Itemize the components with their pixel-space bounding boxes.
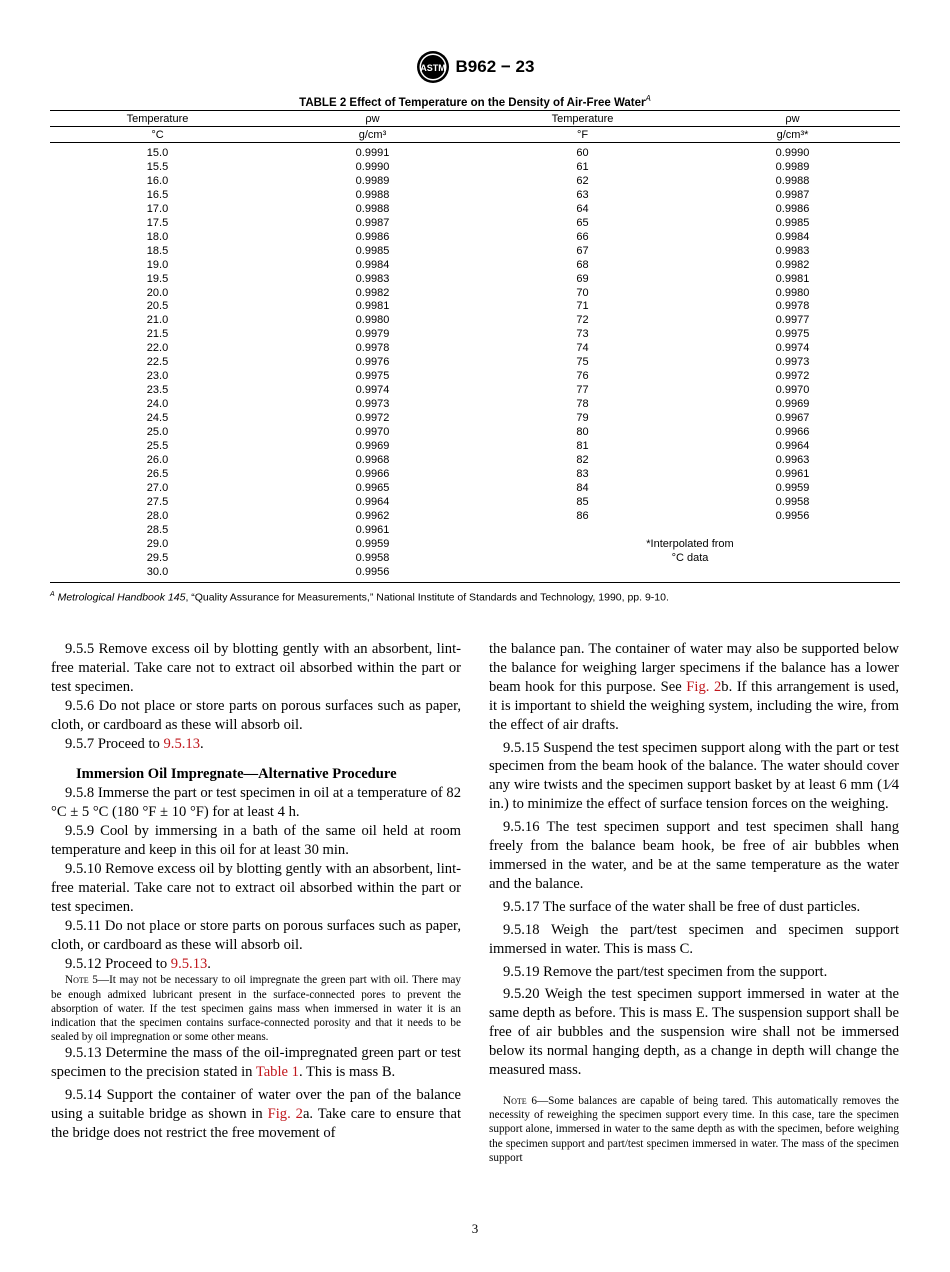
left-column: [51, 640, 461, 1143]
cell-temp-f: 85: [576, 495, 589, 508]
link-fig-2[interactable]: Fig. 2: [267, 1106, 303, 1123]
cell-temp-f: 66: [576, 230, 589, 243]
para-9-5-9: 9.5.9 Cool by immersing in a bath of the same oil held at room temperature and keep in this oil for at least 30 min.: [51, 823, 461, 859]
cell-density-c: 0.9986: [355, 230, 390, 243]
link-table-1[interactable]: Table 1: [255, 1064, 299, 1081]
interpolation-note: °C data: [671, 551, 709, 564]
cell-density-f: 0.9959: [775, 481, 810, 494]
table-row: [50, 510, 900, 524]
cell-temp-c: 22.5: [146, 356, 169, 369]
cell-temp-c: 26.0: [146, 453, 169, 466]
cell-density-c: 0.9975: [355, 370, 390, 383]
cell-temp-f: 76: [576, 370, 589, 383]
cell-density-f: 0.9977: [775, 314, 810, 327]
table-row: [50, 273, 900, 287]
cell-temp-c: 28.0: [146, 509, 169, 522]
table-row: [50, 398, 900, 412]
cell-temp-c: 22.0: [146, 342, 169, 355]
note-6: Note 6—Some balances are capable of being tared. This automatically removes the necessity of reweighing the specimen support every time. In this case, tare the specimen support alone, immersed in water to the same depth as with the specimen, before weighing the specimen support and part/test specimen immersed in water. The mass of the specimen support: [489, 1094, 899, 1164]
para-9-5-15: 9.5.15 Suspend the test specimen support along with the part or test specimen from the beam hook of the balance. The water should cover any wire twists and the specimen support basket by at least 6 mm (1⁄4 in.) to minimize the effect of surface tension forces on the weighing.: [489, 739, 899, 813]
cell-empty: [685, 566, 900, 582]
para-9-5-7: 9.5.7 Proceed to 9.5.13.: [65, 735, 204, 752]
cell-temp-c: 20.0: [146, 286, 169, 299]
cell-temp-c: 30.0: [146, 565, 169, 578]
right-column: [489, 640, 899, 1165]
table-row: [50, 300, 900, 314]
cell-temp-f: 70: [576, 286, 589, 299]
table-row: [50, 189, 900, 203]
cell-temp-c: 27.5: [146, 495, 169, 508]
para-9-5-18: 9.5.18 Weigh the part/test specimen and specimen support immersed in water. This is mass C.: [489, 921, 899, 957]
cell-density-c: 0.9987: [355, 216, 390, 229]
cell-density-c: 0.9978: [355, 342, 390, 355]
cell-temp-c: 27.0: [146, 481, 169, 494]
cell-temp-f: 82: [576, 453, 589, 466]
cell-temp-f: 62: [576, 174, 589, 187]
cell-temp-f: 72: [576, 314, 589, 327]
cell-temp-c: 20.5: [146, 300, 169, 313]
cell-density-c: 0.9990: [355, 160, 390, 173]
table-footnote: $^A$ Metrological Handbook 145, “Quality Assurance for Measurements,” National Institute of Standards and Technology, 1990, pp. 9-10.: [50, 591, 669, 604]
unit-gcm3: g/cm³: [265, 127, 480, 143]
para-9-5-20: 9.5.20 Weigh the test specimen support immersed in water at the same depth as before. This is mass E. The suspension support shall be free of air bubbles and the suspension wire shall not be immersed below its normal hanging depth, as a change in depth will change the measured mass.: [489, 986, 899, 1079]
table-row: [50, 496, 900, 510]
cell-density-c: 0.9959: [355, 537, 390, 550]
cell-temp-f: 61: [576, 160, 589, 173]
cell-density-c: 0.9988: [355, 188, 390, 201]
cell-density-c: 0.9989: [355, 174, 390, 187]
cell-density-f: 0.9958: [775, 495, 810, 508]
para-9-5-14-continued: the balance pan. The container of water may also be supported below the balance for weighing larger specimens if the balance has a lower beam hook for this purpose. See Fig. 2b. If this arrangement is used, it is important to shield the weighing system, including the wire, from the effect of air drafts.: [489, 641, 899, 733]
cell-density-c: 0.9961: [355, 523, 390, 536]
para-9-5-13: 9.5.13 Determine the mass of the oil-impregnated green part or test specimen to the precision stated in Table 1. This is mass B.: [51, 1045, 461, 1081]
cell-density-f: 0.9983: [775, 244, 810, 257]
cell-density-c: 0.9979: [355, 328, 390, 341]
cell-density-f: 0.9967: [775, 412, 810, 425]
cell-density-c: 0.9980: [355, 314, 390, 327]
svg-text:ASTM: ASTM: [419, 63, 446, 73]
cell-temp-f: 73: [576, 328, 589, 341]
cell-temp-f: 65: [576, 216, 589, 229]
para-9-5-16: 9.5.16 The test specimen support and test specimen shall hang freely from the balance beam hook, be free of air bubbles when immersed in the water, and be at the same temperature as the water and the balance.: [489, 819, 899, 892]
cell-density-f: 0.9966: [775, 426, 810, 439]
cell-density-f: 0.9982: [775, 258, 810, 271]
unit-celsius: °C: [50, 127, 265, 143]
note-5: Note 5—It may not be necessary to oil impregnate the green part with oil. There may be enough admixed lubricant present in the surface-connected pores to prevent the absorption of water. If the test specimen gains mass when immersed in water it is an indication that the specimen contains surface-connected porosity and that it needs to be sealed by oil impregnation or some other means.: [51, 974, 461, 1044]
table-title: TABLE 2 Effect of Temperature on the Density of Air-Free Water$^A$: [299, 94, 651, 109]
table-row: [50, 454, 900, 468]
cell-temp-f: 78: [576, 398, 589, 411]
cell-temp-c: 29.0: [146, 537, 169, 550]
cell-temp-c: 24.0: [146, 398, 169, 411]
cell-temp-c: 15.5: [146, 160, 169, 173]
cell-temp-f: 84: [576, 481, 589, 494]
cell-temp-c: 18.0: [146, 230, 169, 243]
unit-fahrenheit: °F: [480, 127, 685, 143]
table-row: [50, 314, 900, 328]
cell-temp-f: 67: [576, 244, 589, 257]
cell-temp-f: 74: [576, 342, 589, 355]
cell-density-c: 0.9969: [355, 440, 390, 453]
cell-density-f: 0.9969: [775, 398, 810, 411]
header-density-c: ρw: [265, 111, 480, 127]
cell-density-c: 0.9965: [355, 481, 390, 494]
cell-density-f: 0.9980: [775, 286, 810, 299]
cell-density-c: 0.9991: [355, 147, 390, 159]
cell-density-f: 0.9987: [775, 188, 810, 201]
cell-temp-c: 17.5: [146, 216, 169, 229]
document-id: B962 − 23: [455, 57, 535, 76]
cell-density-c: 0.9962: [355, 509, 390, 522]
header-temperature-c: Temperature: [50, 111, 265, 127]
cell-density-c: 0.9958: [355, 551, 390, 564]
table-row: [50, 482, 900, 496]
table-row: [50, 356, 900, 370]
table-row: [50, 342, 900, 356]
para-9-5-17: 9.5.17 The surface of the water shall be free of dust particles.: [503, 898, 861, 915]
para-9-5-6: 9.5.6 Do not place or store parts on porous surfaces such as paper, cloth, or cardboard as these will absorb oil.: [51, 697, 461, 733]
cell-density-c: 0.9964: [355, 495, 390, 508]
cell-density-c: 0.9966: [355, 467, 390, 480]
cell-density-f: 0.9963: [775, 453, 810, 466]
table-row: [50, 384, 900, 398]
table-row: [50, 440, 900, 454]
table-row: [50, 259, 900, 273]
cell-temp-f: 77: [576, 384, 589, 397]
cell-temp-f: 79: [576, 412, 589, 425]
cell-temp-c: 21.0: [146, 314, 169, 327]
table-row: [50, 217, 900, 231]
para-9-5-11: 9.5.11 Do not place or store parts on porous surfaces such as paper, cloth, or cardboard as these will absorb oil.: [51, 917, 461, 953]
cell-temp-c: 26.5: [146, 467, 169, 480]
page-header: [0, 50, 950, 84]
astm-logo: [416, 50, 450, 84]
cell-density-c: 0.9976: [355, 356, 390, 369]
table-row: [50, 287, 900, 301]
table-row: [50, 468, 900, 482]
table-row: [50, 143, 900, 161]
cell-density-c: 0.9981: [355, 300, 390, 313]
para-9-5-14: 9.5.14 Support the container of water over the pan of the balance using a suitable bridge as shown in Fig. 2a. Take care to ensure that the bridge does not restrict the free movement of: [51, 1087, 462, 1142]
page-number: 3: [471, 1221, 479, 1236]
interpolation-note: *Interpolated from: [646, 537, 734, 550]
cell-temp-f: 86: [576, 509, 589, 522]
cell-density-f: 0.9986: [775, 202, 810, 215]
cell-temp-f: 75: [576, 356, 589, 369]
cell-density-c: 0.9974: [355, 384, 390, 397]
cell-temp-f: 71: [576, 300, 589, 313]
unit-gcm3-interp: g/cm³*: [685, 127, 900, 143]
cell-density-c: 0.9988: [355, 202, 390, 215]
table-row: [50, 231, 900, 245]
cell-density-f: 0.9972: [775, 370, 810, 383]
cell-density-f: 0.9961: [775, 467, 810, 480]
link-9-5-13[interactable]: 9.5.13: [170, 955, 208, 972]
cell-density-f: 0.9974: [775, 342, 810, 355]
cell-density-f: 0.9973: [775, 356, 810, 369]
para-9-5-8: 9.5.8 Immerse the part or test specimen in oil at a temperature of 82 °C ± 5 °C (180 °F ± 10 °F) for at least 4 h.: [51, 785, 461, 821]
cell-density-c: 0.9982: [355, 286, 390, 299]
cell-density-f: 0.9964: [775, 440, 810, 453]
table-row: [50, 175, 900, 189]
cell-density-c: 0.9972: [355, 412, 390, 425]
para-9-5-10: 9.5.10 Remove excess oil by blotting gently with an absorbent, lint-free material. Take care not to extract oil absorbed within the part or test specimen.: [51, 860, 461, 915]
cell-density-f: 0.9984: [775, 230, 810, 243]
cell-temp-c: 19.0: [146, 258, 169, 271]
cell-density-c: 0.9983: [355, 272, 390, 285]
table-row: [50, 566, 900, 582]
cell-temp-c: 25.5: [146, 440, 169, 453]
cell-temp-c: 29.5: [146, 551, 169, 564]
density-table: [50, 110, 900, 583]
cell-temp-c: 17.0: [146, 202, 169, 215]
cell-temp-f: 80: [576, 426, 589, 439]
cell-empty: [480, 566, 685, 582]
cell-temp-c: 28.5: [146, 523, 169, 536]
cell-temp-f: 83: [576, 467, 589, 480]
table-row: [50, 328, 900, 342]
cell-temp-f: 63: [576, 188, 589, 201]
cell-temp-f: 81: [576, 440, 589, 453]
cell-density-c: 0.9985: [355, 244, 390, 257]
cell-temp-c: 24.5: [146, 412, 169, 425]
cell-temp-f: 64: [576, 202, 589, 215]
link-fig-2[interactable]: Fig. 2: [686, 678, 722, 695]
para-9-5-12: 9.5.12 Proceed to 9.5.13.: [65, 955, 211, 972]
cell-temp-f: 60: [576, 147, 589, 159]
section-heading: Immersion Oil Impregnate—Alternative Procedure: [76, 766, 397, 783]
cell-empty: [685, 524, 900, 538]
cell-temp-c: 16.0: [146, 174, 169, 187]
cell-density-f: 0.9956: [775, 509, 810, 522]
cell-density-c: 0.9968: [355, 453, 390, 466]
cell-density-c: 0.9970: [355, 426, 390, 439]
cell-density-f: 0.9989: [775, 160, 810, 173]
cell-density-f: 0.9985: [775, 216, 810, 229]
cell-density-f: 0.9988: [775, 174, 810, 187]
table-row: [50, 552, 900, 566]
cell-empty: [480, 524, 685, 538]
cell-density-f: 0.9975: [775, 328, 810, 341]
cell-temp-c: 23.0: [146, 370, 169, 383]
table-row: [50, 203, 900, 217]
link-9-5-13[interactable]: 9.5.13: [163, 735, 200, 752]
table-row: [50, 426, 900, 440]
table-row: [50, 370, 900, 384]
para-9-5-19: 9.5.19 Remove the part/test specimen from the support.: [503, 963, 828, 980]
cell-density-f: 0.9978: [775, 300, 810, 313]
cell-density-f: 0.9981: [775, 272, 810, 285]
table-row: [50, 245, 900, 259]
cell-density-c: 0.9973: [355, 398, 390, 411]
cell-temp-c: 19.5: [146, 272, 169, 285]
cell-temp-c: 23.5: [146, 384, 169, 397]
cell-density-f: 0.9970: [775, 384, 810, 397]
table-row: [50, 412, 900, 426]
table-row: [50, 538, 900, 552]
cell-temp-c: 25.0: [146, 426, 169, 439]
para-9-5-5: 9.5.5 Remove excess oil by blotting gently with an absorbent, lint-free material. Take care not to extract oil absorbed within the part or test specimen.: [51, 641, 461, 695]
cell-temp-c: 16.5: [146, 188, 169, 201]
cell-density-f: 0.9990: [775, 147, 810, 159]
cell-temp-f: 68: [576, 258, 589, 271]
table-row: [50, 524, 900, 538]
cell-temp-c: 18.5: [146, 244, 169, 257]
cell-density-c: 0.9956: [355, 565, 390, 578]
cell-temp-c: 21.5: [146, 328, 169, 341]
cell-temp-c: 15.0: [146, 147, 169, 159]
header-temperature-f: Temperature: [480, 111, 685, 127]
cell-density-c: 0.9984: [355, 258, 390, 271]
header-density-f: ρw: [685, 111, 900, 127]
cell-temp-f: 69: [576, 272, 589, 285]
table-row: [50, 161, 900, 175]
